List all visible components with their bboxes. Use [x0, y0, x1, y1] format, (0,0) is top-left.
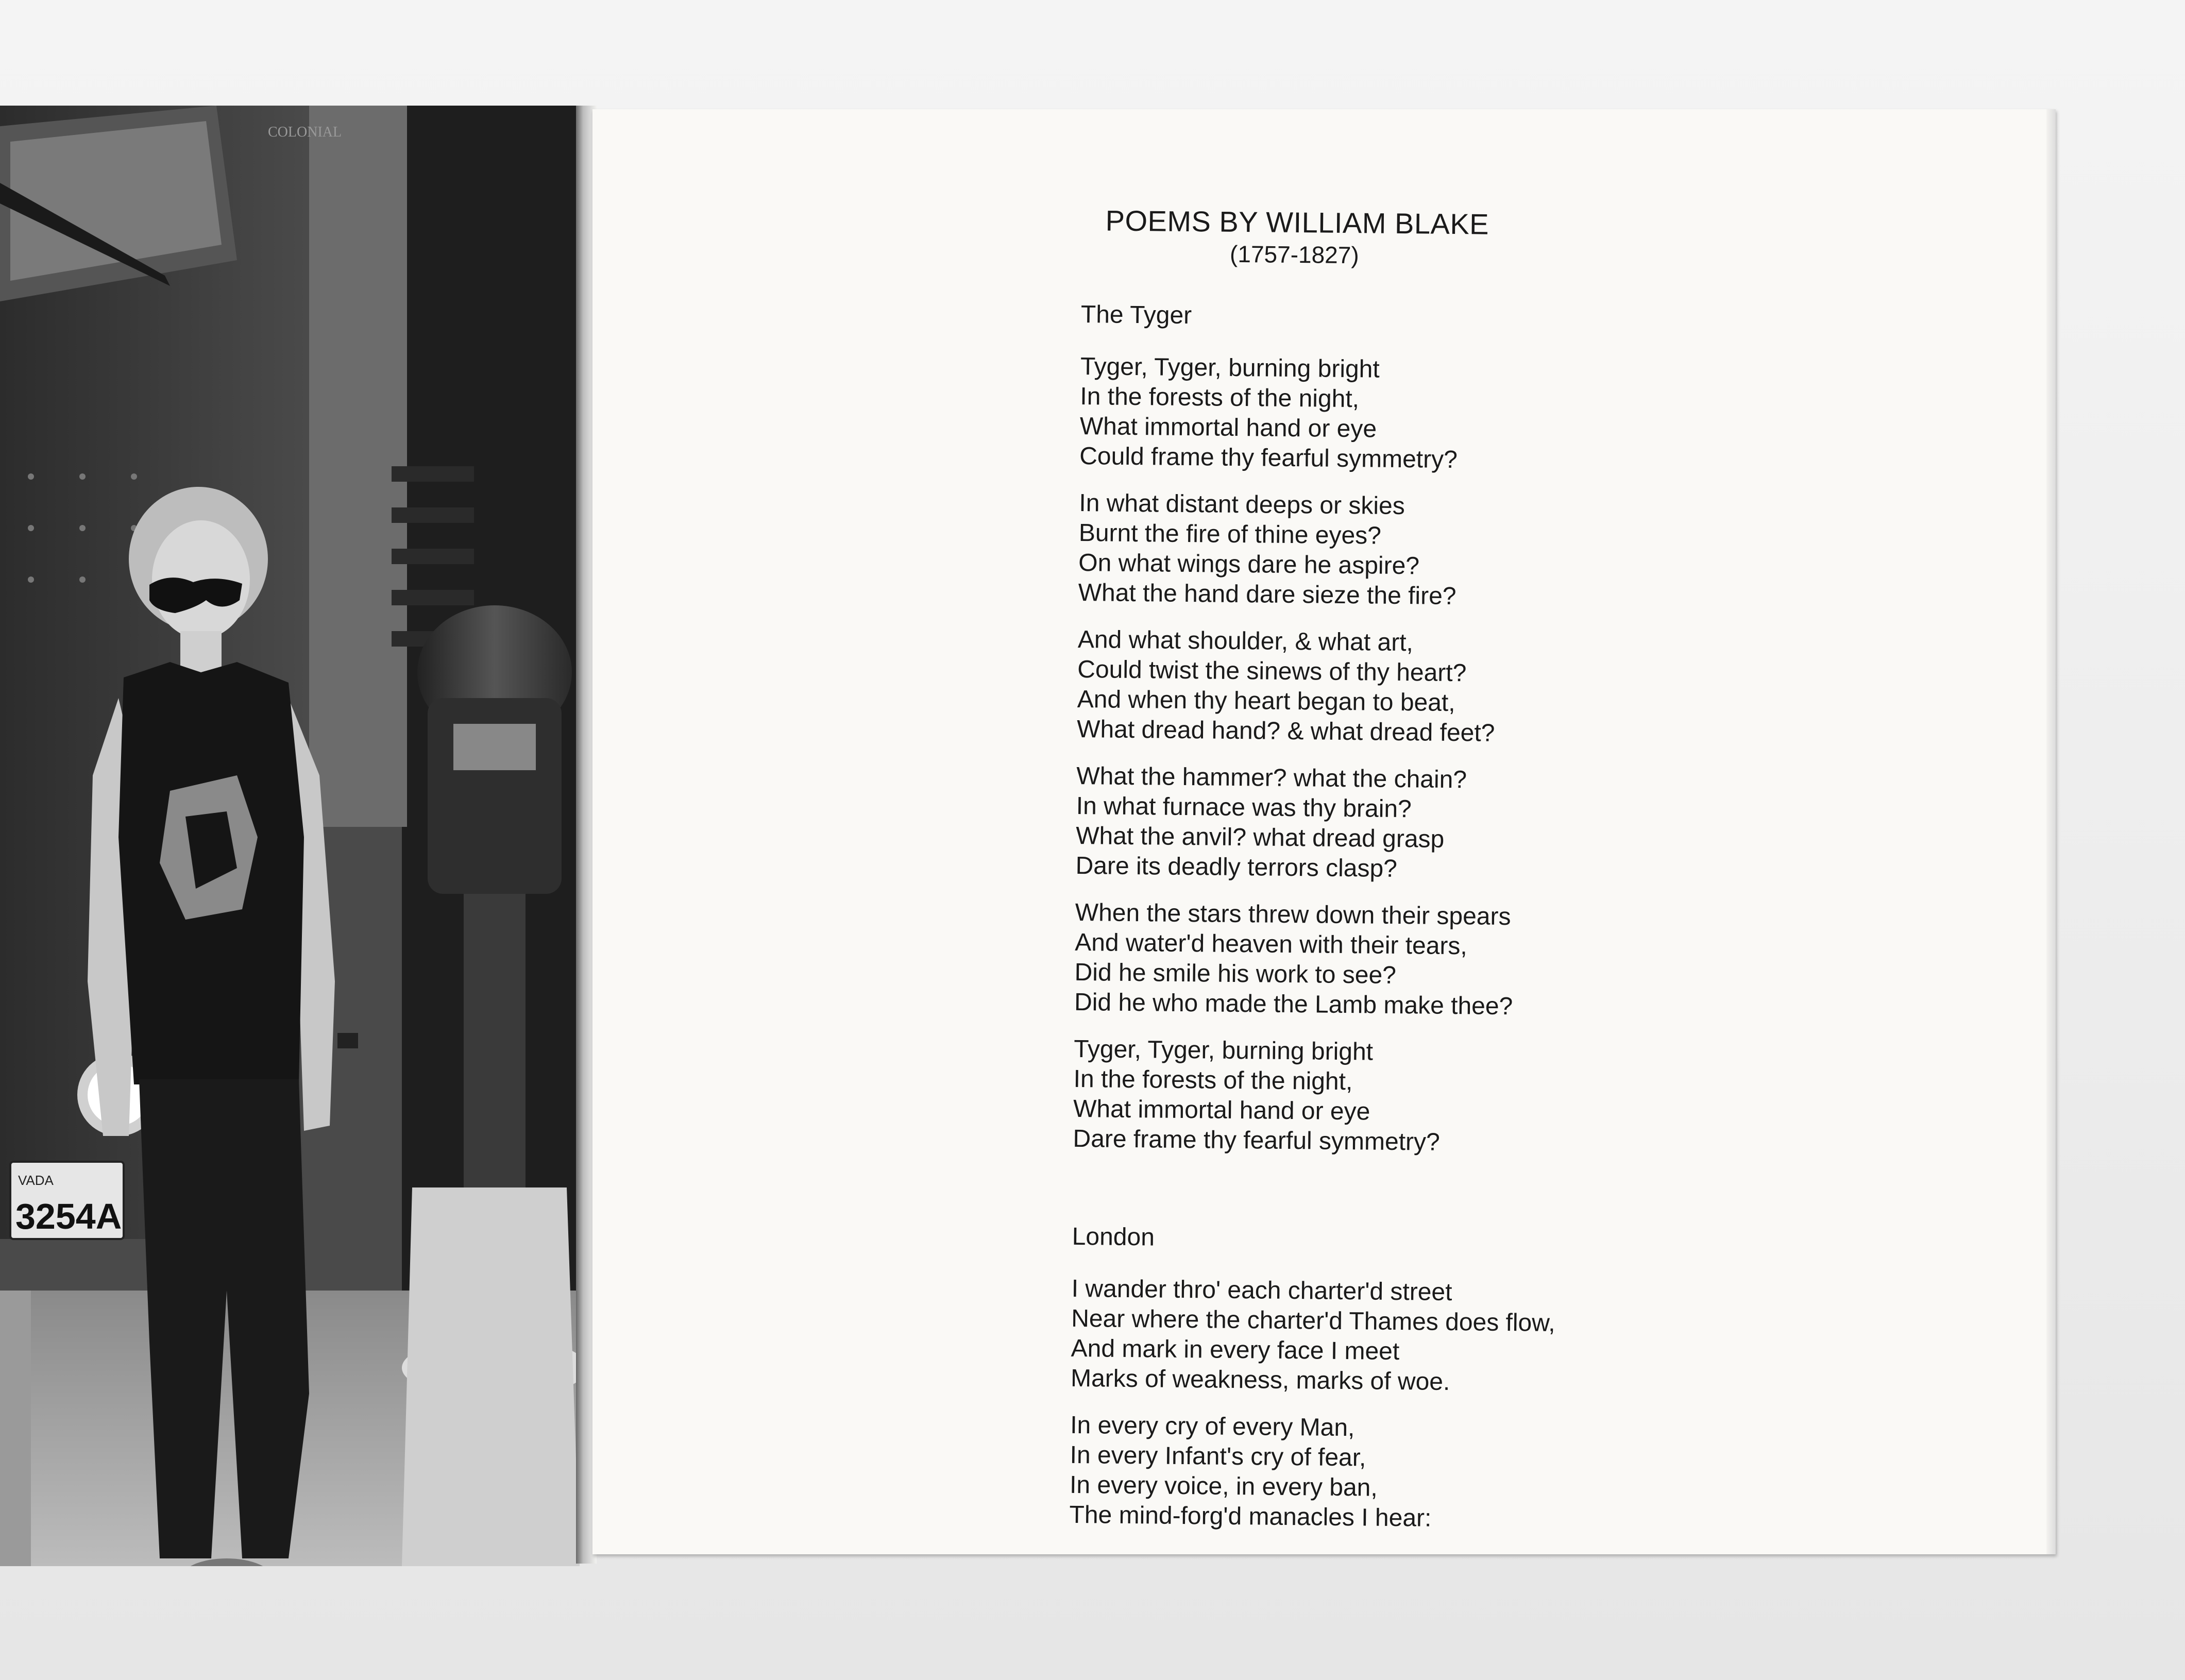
- sign-text: COLONIAL: [268, 124, 342, 140]
- poem-line: In the forests of the night,: [1080, 382, 1360, 413]
- poem-line: Dare its deadly terrors clasp?: [1075, 852, 1398, 883]
- poem-line: In every Infant's cry of fear,: [1070, 1441, 1366, 1472]
- photograph-page: [0, 106, 580, 1566]
- poem-line: And water'd heaven with their tears,: [1074, 928, 1468, 960]
- poem-line: What dread hand? & what dread feet?: [1076, 715, 1495, 747]
- page-title: POEMS BY WILLIAM BLAKE: [1105, 204, 1489, 241]
- poem-line: Tyger, Tyger, burning bright: [1080, 352, 1380, 383]
- stanza-tyger-2: [1078, 488, 1457, 612]
- license-plate: [10, 1162, 124, 1239]
- author-dates: (1757-1827): [1229, 240, 1359, 269]
- poem-line: Burnt the fire of thine eyes?: [1078, 519, 1382, 550]
- poem-line: When the stars threw down their spears: [1075, 898, 1511, 931]
- poem-line: What the anvil? what dread grasp: [1075, 822, 1445, 853]
- poem-line: And mark in every face I meet: [1071, 1334, 1400, 1366]
- poem-line: In what furnace was thy brain?: [1076, 792, 1412, 823]
- poem-title-tyger: The Tyger: [1080, 300, 1192, 330]
- stanza-london-2: [1069, 1411, 1432, 1534]
- poem-line: In every cry of every Man,: [1070, 1411, 1355, 1442]
- poem-line: The mind-forg'd manacles I hear:: [1069, 1501, 1432, 1532]
- poem-line: What the hand dare sieze the fire?: [1078, 579, 1456, 610]
- poem-line: In the forests of the night,: [1073, 1065, 1353, 1096]
- poem-title-london: London: [1072, 1223, 1155, 1251]
- poem-line: I wander thro' each charter'd street: [1071, 1275, 1452, 1306]
- poem-line: Could twist the sinews of thy heart?: [1077, 655, 1467, 687]
- stanza-tyger-6: [1073, 1034, 1441, 1158]
- poem-line: Did he who made the Lamb make thee?: [1074, 988, 1513, 1021]
- poem-line: Dare frame thy fearful symmetry?: [1073, 1125, 1440, 1156]
- stanza-tyger-4: [1075, 761, 1467, 885]
- poem-line: And when thy heart began to beat,: [1077, 685, 1455, 717]
- photograph: [0, 106, 580, 1566]
- plate-number: 3254A: [15, 1196, 122, 1236]
- poem-line: Near where the charter'd Thames does flow,: [1071, 1304, 1555, 1337]
- poem-line: What immortal hand or eye: [1079, 412, 1377, 443]
- poem-line: Tyger, Tyger, burning bright: [1073, 1035, 1374, 1066]
- page-edge: [2046, 109, 2056, 1554]
- stanza-tyger-1: [1079, 352, 1459, 475]
- poem-line: Did he smile his work to see?: [1074, 958, 1397, 989]
- poem-line: In what distant deeps or skies: [1079, 489, 1405, 520]
- poem-line: On what wings dare he aspire?: [1078, 549, 1420, 580]
- poem-line: In every voice, in every ban,: [1069, 1471, 1378, 1502]
- poem-line: Could frame thy fearful symmetry?: [1079, 442, 1458, 474]
- poem-line: What the hammer? what the chain?: [1076, 762, 1467, 794]
- stanza-london-1: [1071, 1274, 1556, 1398]
- stanza-tyger-5: [1074, 898, 1514, 1022]
- plate-state: VADA: [18, 1173, 54, 1188]
- poem-line: And what shoulder, & what art,: [1077, 625, 1414, 657]
- poem-line: What immortal hand or eye: [1073, 1095, 1370, 1126]
- poem-line: Marks of weakness, marks of woe.: [1070, 1364, 1450, 1396]
- stanza-tyger-3: [1077, 625, 1496, 749]
